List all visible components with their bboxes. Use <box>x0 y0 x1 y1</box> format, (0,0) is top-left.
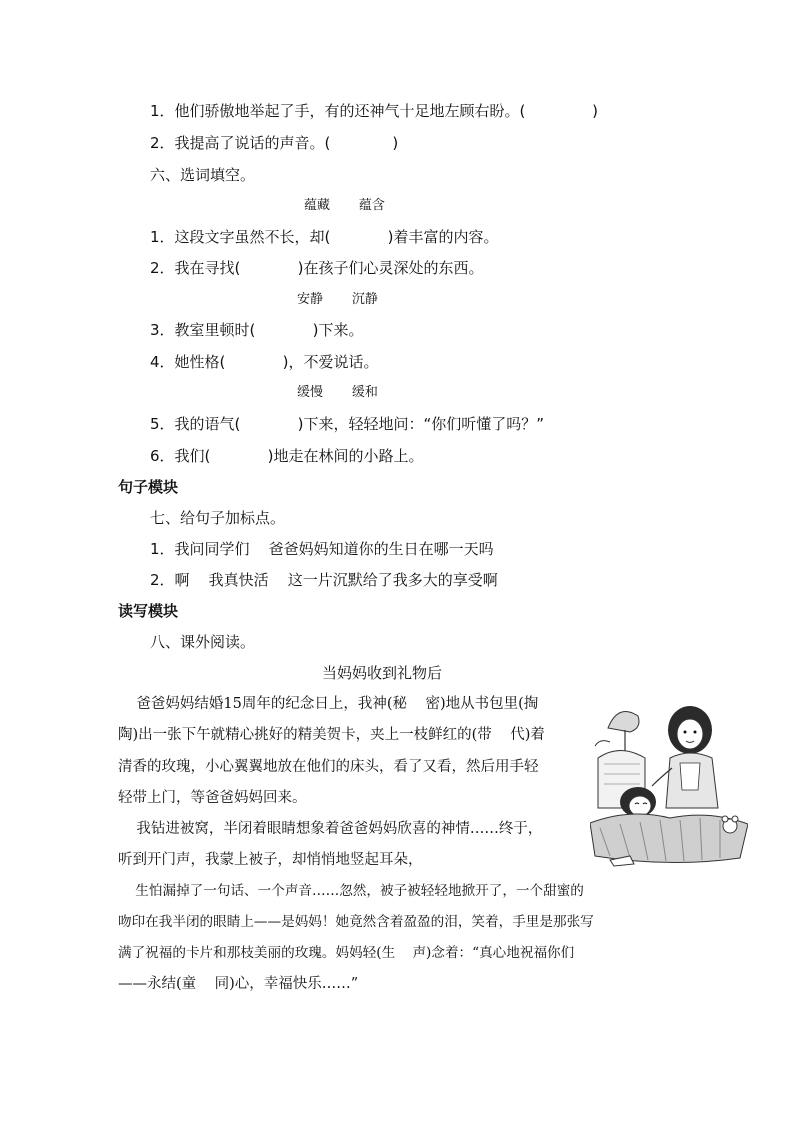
section-title: 八、课外阅读。 <box>150 633 256 651</box>
module-heading: 读写模块 <box>118 602 179 620</box>
word-choice: 缓慢 缓和 <box>297 385 378 400</box>
passage-line: 轻带上门，等爸爸妈妈回来。 <box>118 790 307 806</box>
passage-line: 满了祝福的卡片和那枝美丽的玫瑰。妈妈轻(生 声)念着：“真心地祝福你们 <box>118 945 575 961</box>
section-title: 六、选词填空。 <box>150 166 256 184</box>
passage-line: 听到开门声，我蒙上被子，却悄悄地竖起耳朵， <box>118 852 423 868</box>
passage-line: 陶)出一张下午就精心挑好的精美贺卡，夹上一枝鲜红的(带 代)着 <box>118 727 545 743</box>
exercise-item: 1．我问同学们 爸爸妈妈知道你的生日在哪一天吗 <box>150 540 494 558</box>
exercise-item: 5．我的语气( )下来，轻轻地问：“你们听懂了吗？” <box>150 415 545 433</box>
passage-line: 清香的玫瑰，小心翼翼地放在他们的床头，看了又看，然后用手轻 <box>118 759 539 775</box>
mother-child-illustration <box>590 698 748 868</box>
word-choice: 安静 沉静 <box>297 292 378 307</box>
exercise-item: 1．他们骄傲地举起了手，有的还神气十足地左顾右盼。( ) <box>150 102 599 120</box>
passage-title: 当妈妈收到礼物后 <box>322 664 443 682</box>
passage-line: 吻印在我半闭的眼睛上——是妈妈！她竟然含着盈盈的泪，笑着，手里是那张写 <box>118 914 594 930</box>
passage-line: ——永结(童 同)心，幸福快乐……” <box>118 976 359 992</box>
exercise-item: 3．教室里顿时( )下来。 <box>150 321 364 339</box>
exercise-item: 2．啊 我真快活 这一片沉默给了我多大的享受啊 <box>150 571 498 589</box>
passage-line: 我钻进被窝，半闭着眼睛想象着爸爸妈妈欣喜的神情……终于， <box>118 821 543 837</box>
passage-line: 爸爸妈妈结婚15周年的纪念日上，我神(秘 密)地从书包里(掏 <box>118 696 539 712</box>
exercise-item: 4．她性格( )，不爱说话。 <box>150 353 379 371</box>
exercise-item: 6．我们( )地走在林间的小路上。 <box>150 447 424 465</box>
exercise-item: 2．我提高了说话的声音。( ) <box>150 134 399 152</box>
exercise-item: 1．这段文字虽然不长，却( )着丰富的内容。 <box>150 228 499 246</box>
section-title: 七、给句子加标点。 <box>150 509 286 527</box>
passage-line: 生怕漏掉了一句话、一个声音……忽然，被子被轻轻地掀开了，一个甜蜜的 <box>118 883 584 899</box>
module-heading: 句子模块 <box>118 478 179 496</box>
word-choice: 蕴藏 蕴含 <box>304 198 385 213</box>
exercise-item: 2．我在寻找( )在孩子们心灵深处的东西。 <box>150 259 484 277</box>
